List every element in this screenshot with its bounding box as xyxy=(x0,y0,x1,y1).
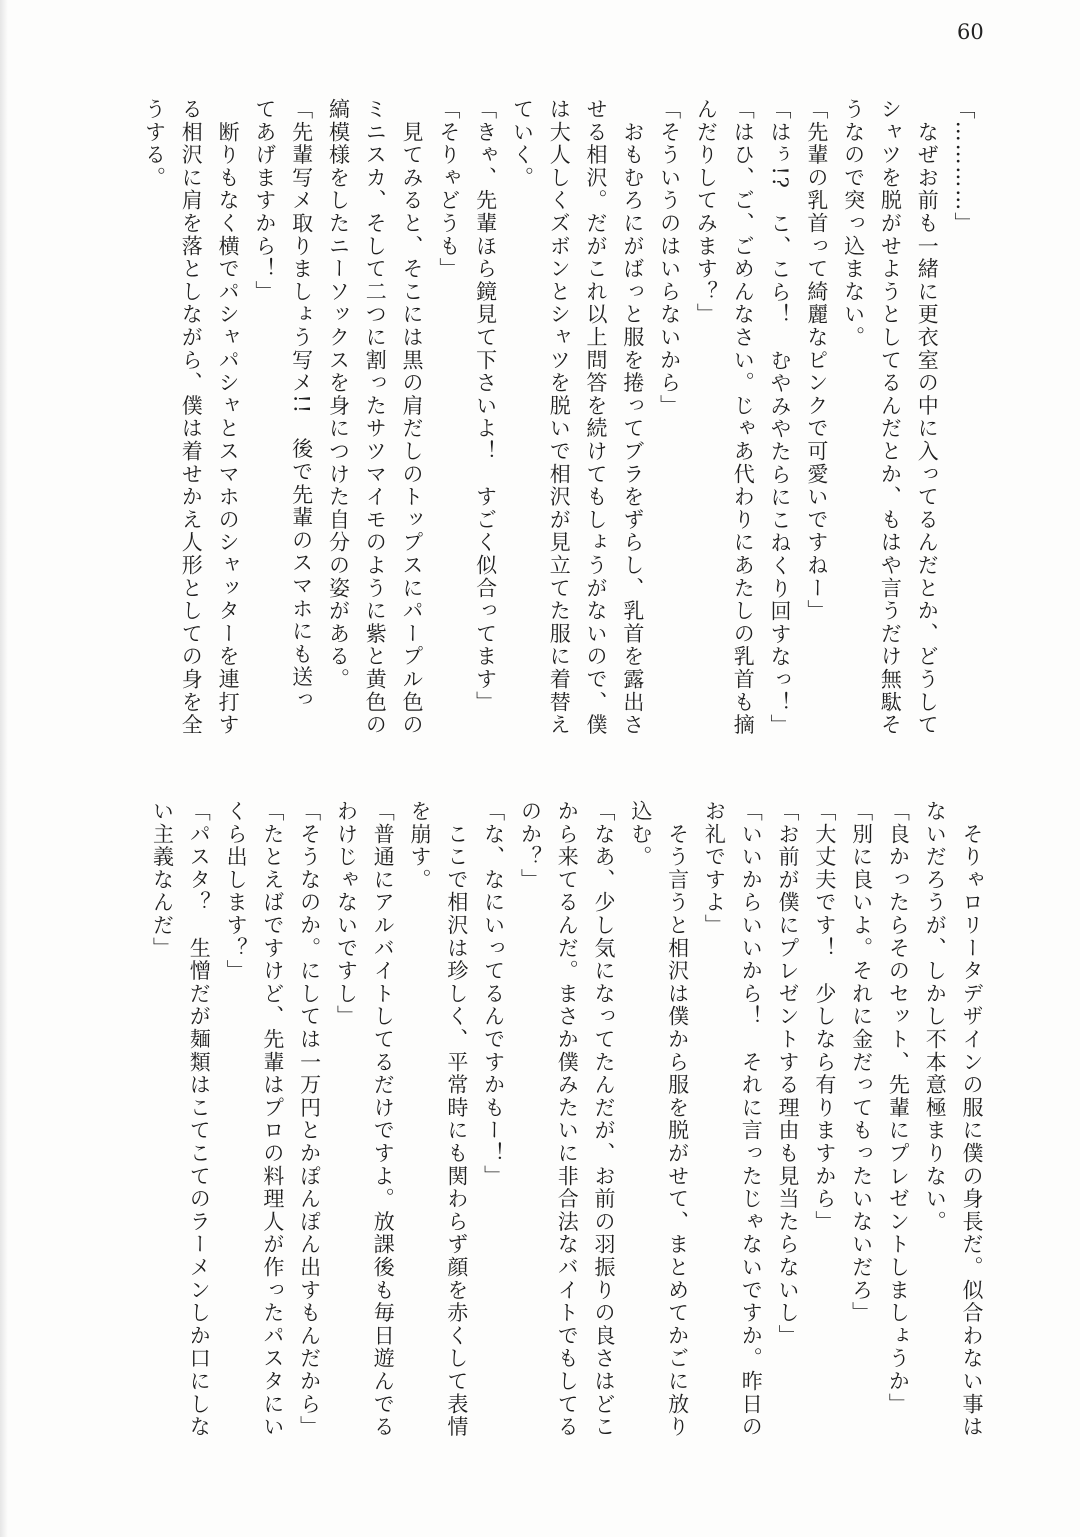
text-column: は大人しくズボンとシャツを脱いで相沢が見立てた服に着替え xyxy=(547,98,572,737)
page-number: 60 xyxy=(957,20,984,44)
text-column: 見てみると、そこには黒の肩だしのトップスにパープル色の xyxy=(400,98,425,737)
text-column: そう言うと相沢は僕から服を脱がせて、まとめてかごに放り xyxy=(665,800,690,1439)
text-column: シャツを脱がせようとしてるんだとか、もはや言うだけ無駄そ xyxy=(878,98,903,737)
text-column: 「はひ、ご、ごめんなさい。じゃあ代わりにあたしの乳首も摘 xyxy=(731,98,756,737)
text-column: 「そういうのはいらないから」 xyxy=(657,98,682,418)
text-column: せる相沢。だがこれ以上問答を続けてもしょうがないので、僕 xyxy=(584,98,609,737)
text-column: うする。 xyxy=(142,98,167,190)
text-column: わけじゃないですし」 xyxy=(334,800,359,1028)
text-column: 「な、なにいってるんですかもー！」 xyxy=(481,800,506,1188)
text-column: 「そうなのか。にしては一万円とかぽんぽん出すもんだから」 xyxy=(297,800,322,1439)
text-column: 「お前が僕にプレゼントする理由も見当たらないし」 xyxy=(776,800,801,1348)
text-column: 「きゃ、先輩ほら鏡見て下さいよ！ すごく似合ってます」 xyxy=(473,98,498,714)
text-column: 「別に良いよ。それに金だってもったいないだろ」 xyxy=(849,800,874,1325)
text-column: んだりしてみます？」 xyxy=(694,98,719,326)
text-column: 「良かったらそのセット、先輩にプレゼントしましょうか」 xyxy=(886,800,911,1416)
text-column: る相沢に肩を落としながら、僕は着せかえ人形としての身を全 xyxy=(179,98,204,737)
text-block-bottom xyxy=(144,800,990,1460)
text-column: い主義なんだ」 xyxy=(150,800,175,960)
text-column: 「はぅ!? こ、こら！ むやみやたらにこねくり回すなっ！」 xyxy=(768,98,793,737)
text-column: 「普通にアルバイトしてるだけですよ。放課後も毎日遊んでる xyxy=(371,800,396,1439)
page-edge-shadow xyxy=(0,0,8,1537)
text-column: てあげますから！」 xyxy=(252,98,277,304)
text-column: 「…………」 xyxy=(952,98,976,235)
text-column: を崩す。 xyxy=(408,800,433,892)
text-column: から来てるんだ。まさか僕みたいに非合法なバイトでもしてる xyxy=(555,800,580,1439)
text-column: 「パスタ？ 生憎だが麺類はこてこてのラーメンしか口にしな xyxy=(187,800,212,1439)
text-column: うなので突っ込まない。 xyxy=(841,98,866,349)
text-column: くら出します？」 xyxy=(224,800,249,983)
text-column: ここで相沢は珍しく、平常時にも関わらず顔を赤くして表情 xyxy=(444,800,469,1439)
text-column: 「なあ、少し気になってたんだが、お前の羽振りの良さはどこ xyxy=(592,800,617,1439)
text-column: おもむろにがばっと服を捲ってブラをずらし、乳首を露出さ xyxy=(620,98,645,737)
text-column: 「先輩の乳首って綺麗なピンクで可愛いですねー」 xyxy=(804,98,829,623)
text-column: ないだろうが、しかし不本意極まりない。 xyxy=(923,800,948,1234)
text-column: 「そりゃどうも」 xyxy=(436,98,461,281)
text-column: 断りもなく横でパシャパシャとスマホのシャッターを連打す xyxy=(216,98,241,737)
text-column: 「先輩写メ取りましょう写メ!! 後で先輩のスマホにも送っ xyxy=(289,98,314,712)
text-column: ミニスカ、そして二つに割ったサツマイモのように紫と黄色の xyxy=(363,98,388,737)
text-column: 込む。 xyxy=(628,800,653,869)
text-column: 「大丈夫です！ 少しなら有りますから」 xyxy=(812,800,837,1234)
text-block-top xyxy=(136,98,982,758)
text-column: のか？」 xyxy=(518,800,543,892)
text-column: そりゃロリータデザインの服に僕の身長だ。似合わない事は xyxy=(960,800,984,1439)
text-column: お礼ですよ」 xyxy=(702,800,727,937)
text-column: なぜお前も一緒に更衣室の中に入ってるんだとか、どうして xyxy=(915,98,940,737)
text-column: 「たとえばですけど、先輩はプロの料理人が作ったパスタにい xyxy=(260,800,285,1439)
text-column: ていく。 xyxy=(510,98,535,190)
text-column: 縞模様をしたニーソックスを身につけた自分の姿がある。 xyxy=(326,98,351,691)
text-column: 「いいからいいから！ それに言ったじゃないですか。昨日の xyxy=(739,800,764,1439)
